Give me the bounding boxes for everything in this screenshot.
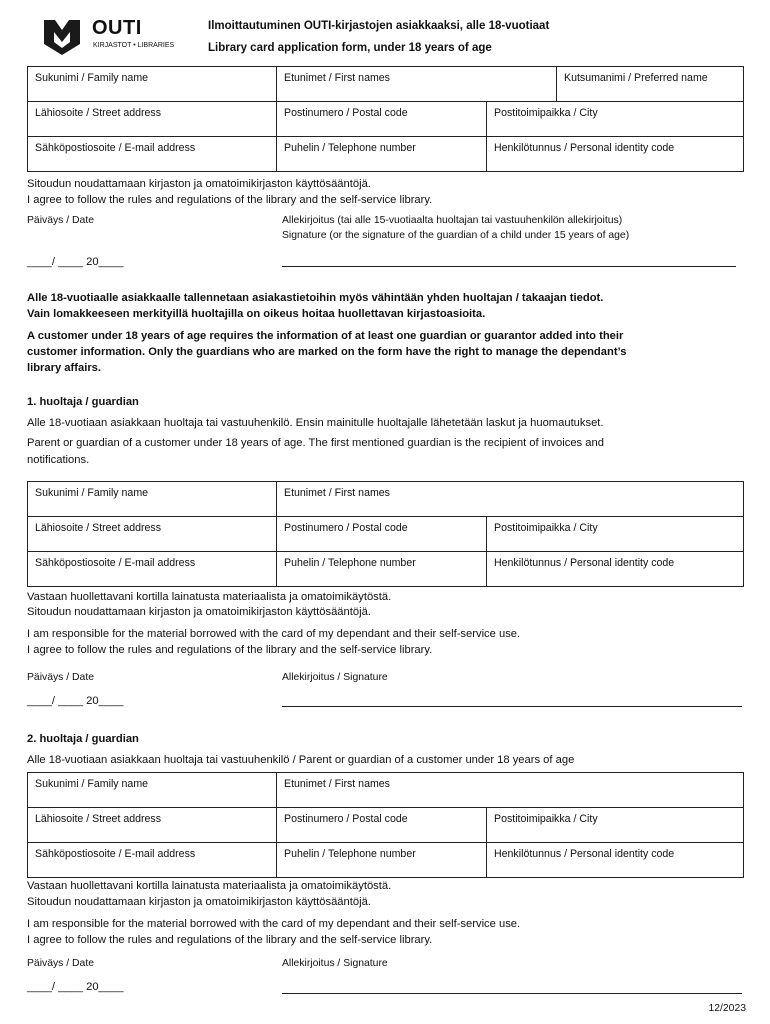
family-name-field[interactable] — [28, 67, 277, 102]
city-label: Postitoimipaikka / City — [494, 813, 598, 825]
guardian2-info-table — [27, 772, 744, 878]
guardian1-desc-en-2: notifications. — [27, 454, 90, 466]
city-label: Postitoimipaikka / City — [494, 107, 598, 119]
guardian1-city-field[interactable] — [487, 517, 744, 552]
customer-signature-label-en: Signature (or the signature of the guardian of a child under 15 years of age) — [282, 230, 630, 241]
guardian2-personal-id-field[interactable] — [487, 843, 744, 878]
first-names-field[interactable] — [277, 67, 557, 102]
telephone-field[interactable] — [277, 137, 487, 172]
guardian1-telephone-field[interactable] — [277, 552, 487, 587]
guardian1-info-table — [27, 481, 744, 587]
customer-agree-fi: Sitoudun noudattamaan kirjaston ja omatoimikirjaston käyttösääntöjä. — [27, 178, 371, 190]
customer-info-table — [27, 66, 744, 172]
street-address-label: Lähiosoite / Street address — [35, 813, 162, 825]
outi-logo — [42, 18, 182, 56]
notice-fi-1: Alle 18-vuotiaalle asiakkaalle tallennetaan asiakastietoihin myös vähintään yhden huoltajan / takaajan tiedot. — [27, 292, 604, 304]
guardian1-personal-id-field[interactable] — [487, 552, 744, 587]
guardian1-postal-code-field[interactable] — [277, 517, 487, 552]
customer-date-label: Päiväys / Date — [27, 215, 94, 226]
guardian1-desc-fi: Alle 18-vuotiaan asiakkaan huoltaja tai vastuuhenkilö. Ensin mainitulle huoltajalle lähetetään laskut ja huomautukset. — [27, 417, 604, 429]
guardian1-email-field[interactable] — [28, 552, 277, 587]
customer-signature-line[interactable] — [282, 266, 736, 267]
customer-signature-label-fi: Allekirjoitus (tai alle 15-vuotiaalta huoltajan tai vastuuhenkilön allekirjoitus) — [282, 215, 623, 226]
postal-code-field[interactable] — [277, 102, 487, 137]
telephone-label: Puhelin / Telephone number — [284, 557, 416, 569]
guardian2-desc: Alle 18-vuotiaan asiakkaan huoltaja tai vastuuhenkilö / Parent or guardian of a customer under 18 years of age — [27, 754, 575, 766]
guardian2-postal-code-field[interactable] — [277, 808, 487, 843]
family-name-label: Sukunimi / Family name — [35, 72, 149, 84]
guardian2-resp-fi: Vastaan huollettavani kortilla lainatusta materiaalista ja omatoimikäytöstä. — [27, 880, 392, 892]
guardian2-signature-label: Allekirjoitus / Signature — [282, 958, 388, 969]
email-label: Sähköpostiosoite / E-mail address — [35, 142, 196, 154]
notice-en-2: customer information. Only the guardians who are marked on the form have the right to manage the dependant’s — [27, 346, 627, 358]
logo-name: OUTI — [92, 17, 142, 39]
postal-code-label: Postinumero / Postal code — [284, 813, 408, 825]
city-field[interactable] — [487, 102, 744, 137]
guardian1-signature-label: Allekirjoitus / Signature — [282, 672, 388, 683]
customer-date-input[interactable]: ____/ ____ 20____ — [27, 256, 124, 268]
guardian1-family-name-field[interactable] — [28, 482, 277, 517]
guardian2-resp-en: I am responsible for the material borrowed with the card of my dependant and their self-service use. — [27, 918, 521, 930]
personal-id-label: Henkilötunnus / Personal identity code — [494, 848, 675, 860]
logo-tagline: KIRJASTOT • LIBRARIES — [93, 42, 175, 49]
telephone-label: Puhelin / Telephone number — [284, 142, 416, 154]
guardian2-city-field[interactable] — [487, 808, 744, 843]
first-names-label: Etunimet / First names — [284, 778, 390, 790]
outi-crest-icon — [42, 18, 82, 56]
guardian1-signature-line[interactable] — [282, 706, 742, 707]
family-name-label: Sukunimi / Family name — [35, 778, 149, 790]
email-label: Sähköpostiosoite / E-mail address — [35, 848, 196, 860]
guardian1-date-label: Päiväys / Date — [27, 672, 94, 683]
guardian2-street-address-field[interactable] — [28, 808, 277, 843]
family-name-label: Sukunimi / Family name — [35, 487, 149, 499]
city-label: Postitoimipaikka / City — [494, 522, 598, 534]
customer-agree-en: I agree to follow the rules and regulations of the library and the self-service library. — [27, 194, 433, 206]
personal-id-field[interactable] — [487, 137, 744, 172]
guardian1-first-names-field[interactable] — [277, 482, 744, 517]
street-address-label: Lähiosoite / Street address — [35, 107, 162, 119]
street-address-label: Lähiosoite / Street address — [35, 522, 162, 534]
guardian2-agree-en: I agree to follow the rules and regulations of the library and the self-service library. — [27, 934, 433, 946]
preferred-name-field[interactable] — [557, 67, 744, 102]
form-version: 12/2023 — [708, 1003, 746, 1014]
guardian2-email-field[interactable] — [28, 843, 277, 878]
guardian1-date-input[interactable]: ____/ ____ 20____ — [27, 695, 124, 707]
guardian1-agree-fi: Sitoudun noudattamaan kirjaston ja omatoimikirjaston käyttösääntöjä. — [27, 606, 371, 618]
notice-en-3: library affairs. — [27, 362, 101, 374]
postal-code-label: Postinumero / Postal code — [284, 522, 408, 534]
guardian1-street-address-field[interactable] — [28, 517, 277, 552]
guardian1-resp-en: I am responsible for the material borrowed with the card of my dependant and their self-service use. — [27, 628, 521, 640]
guardian1-resp-fi: Vastaan huollettavani kortilla lainatusta materiaalista ja omatoimikäytöstä. — [27, 591, 392, 603]
notice-fi-2: Vain lomakkeeseen merkityillä huoltajilla on oikeus hoitaa huollettavan kirjastoasioita. — [27, 308, 486, 320]
email-label: Sähköpostiosoite / E-mail address — [35, 557, 196, 569]
email-field[interactable] — [28, 137, 277, 172]
guardian2-family-name-field[interactable] — [28, 773, 277, 808]
personal-id-label: Henkilötunnus / Personal identity code — [494, 142, 675, 154]
preferred-name-label: Kutsumanimi / Preferred name — [564, 72, 708, 84]
guardian1-heading: 1. huoltaja / guardian — [27, 396, 139, 408]
first-names-label: Etunimet / First names — [284, 72, 390, 84]
guardian2-date-input[interactable]: ____/ ____ 20____ — [27, 981, 124, 993]
guardian2-first-names-field[interactable] — [277, 773, 744, 808]
notice-en-1: A customer under 18 years of age requires the information of at least one guardian or guarantor added into their — [27, 330, 624, 342]
guardian2-heading: 2. huoltaja / guardian — [27, 733, 139, 745]
guardian2-signature-line[interactable] — [282, 993, 742, 994]
guardian1-agree-en: I agree to follow the rules and regulations of the library and the self-service library. — [27, 644, 433, 656]
postal-code-label: Postinumero / Postal code — [284, 107, 408, 119]
street-address-field[interactable] — [28, 102, 277, 137]
personal-id-label: Henkilötunnus / Personal identity code — [494, 557, 675, 569]
guardian2-telephone-field[interactable] — [277, 843, 487, 878]
first-names-label: Etunimet / First names — [284, 487, 390, 499]
guardian2-date-label: Päiväys / Date — [27, 958, 94, 969]
guardian1-desc-en-1: Parent or guardian of a customer under 18 years of age. The first mentioned guardian is the recipient of invoices and — [27, 437, 604, 449]
form-title-fi: Ilmoittautuminen OUTI-kirjastojen asiakkaaksi, alle 18-vuotiaat — [208, 20, 550, 32]
guardian2-agree-fi: Sitoudun noudattamaan kirjaston ja omatoimikirjaston käyttösääntöjä. — [27, 896, 371, 908]
form-title-en: Library card application form, under 18 years of age — [208, 42, 492, 54]
telephone-label: Puhelin / Telephone number — [284, 848, 416, 860]
